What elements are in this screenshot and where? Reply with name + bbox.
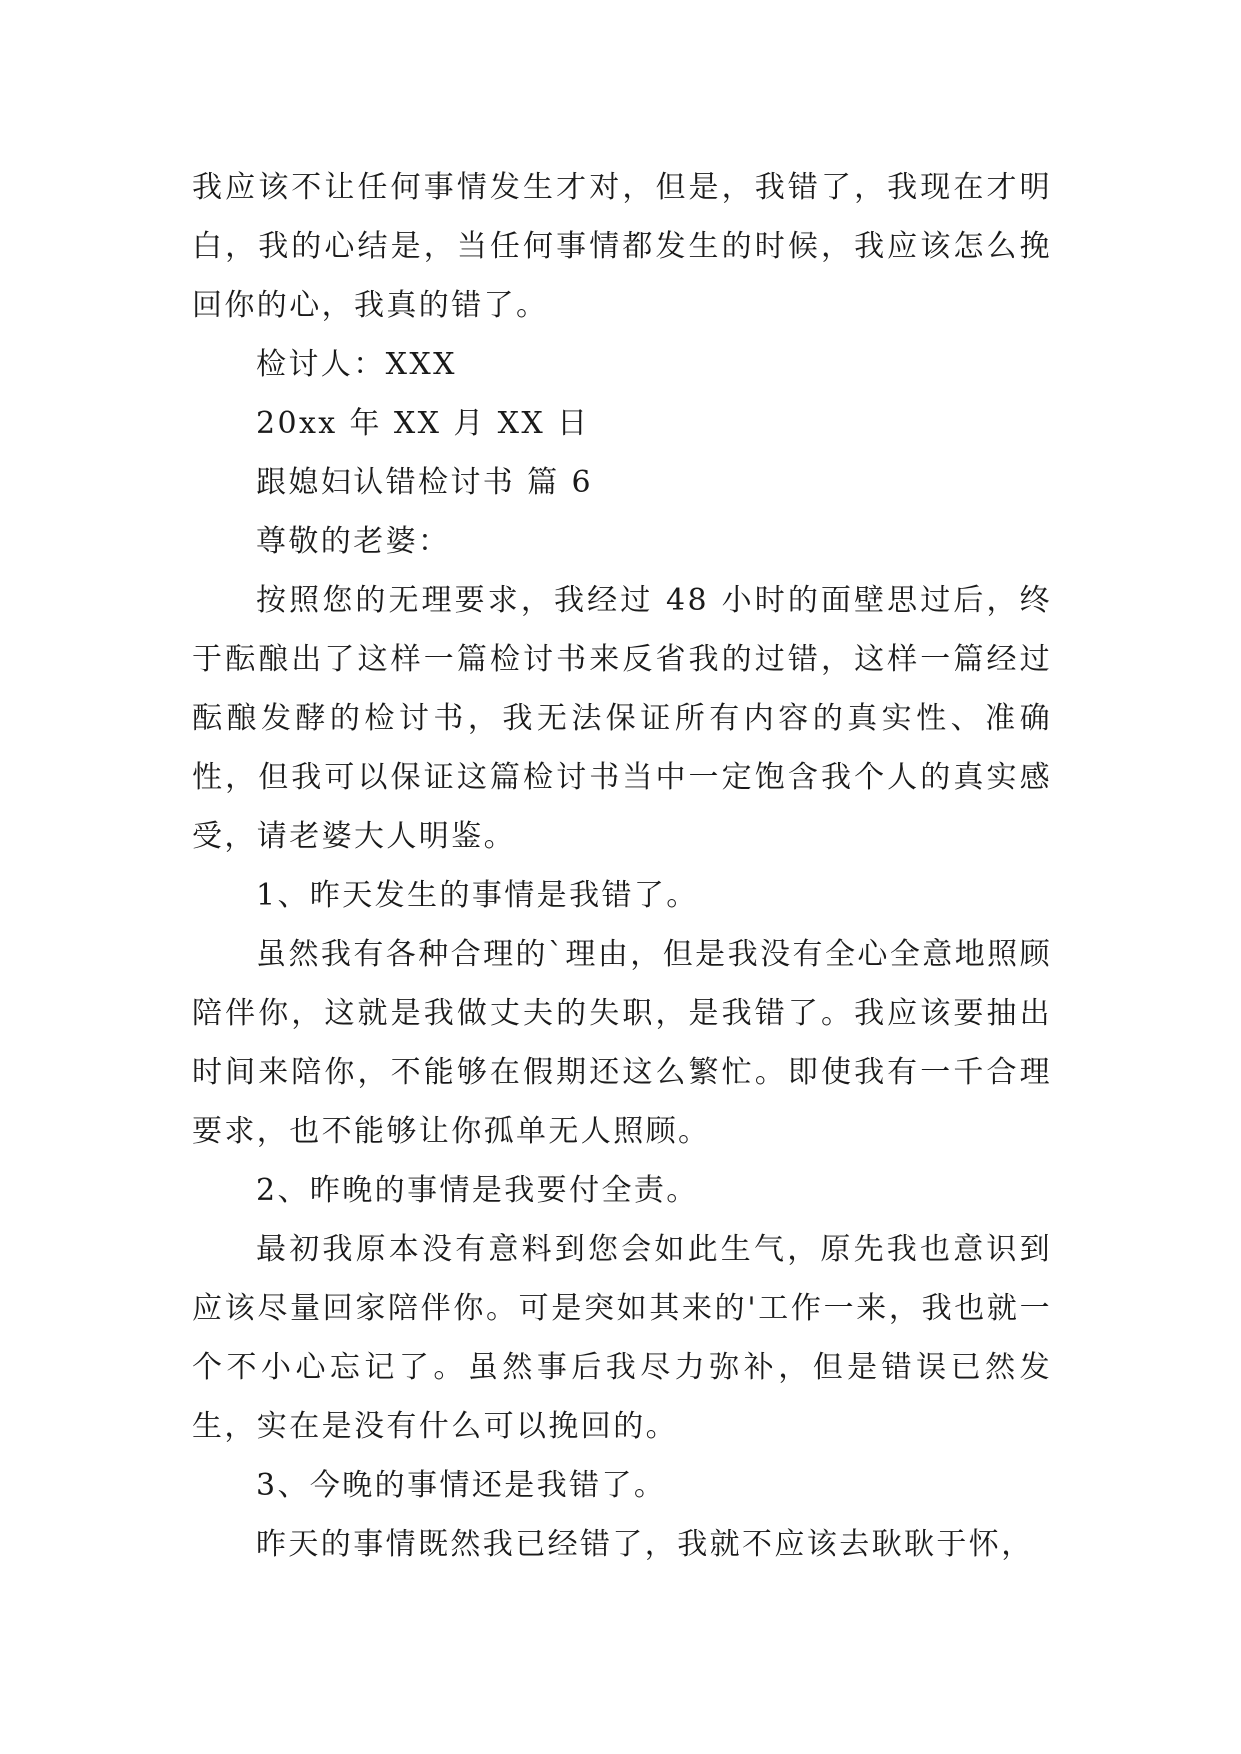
date-line: 20xx 年 XX 月 XX 日	[256, 406, 590, 441]
paragraph-7: 虽然我有各种合理的`理由，但是我没有全心全意地照顾陪伴你，这就是我做丈夫的失职，是我错了。我应该要抽出时间来陪你，不能够在假期还这么繁忙。即使我有一千合理要求，也不能够让你孤单无人照顾。	[192, 937, 1052, 1149]
paragraph-0: 我应该不让任何事情发生才对，但是，我错了，我现在才明白，我的心结是，当任何事情都发生的时候，我应该怎么挽回你的心，我真的错了。	[192, 170, 1052, 323]
paragraph-9: 最初我原本没有意料到您会如此生气，原先我也意识到应该尽量回家陪伴你。可是突如其来的'工作一来，我也就一个不小心忘记了。虽然事后我尽力弥补，但是错误已然发生，实在是没有什么可以挽回的。	[192, 1232, 1052, 1444]
signature-line: 检讨人：XXX	[256, 347, 457, 382]
salutation: 尊敬的老婆：	[256, 524, 451, 559]
point-heading-2: 2、昨晚的事情是我要付全责。	[256, 1173, 699, 1208]
section-title: 跟媳妇认错检讨书 篇 6	[256, 465, 593, 500]
point-heading-1: 1、昨天发生的事情是我错了。	[256, 878, 699, 913]
paragraph-5: 按照您的无理要求，我经过 48 小时的面壁思过后，终于酝酿出了这样一篇检讨书来反省我的过错，这样一篇经过酝酿发酵的检讨书，我无法保证所有内容的真实性、准确性，但我可以保证这篇检讨书当中一定饱含我个人的真实感受，请老婆大人明鉴。	[192, 583, 1052, 854]
document-body	[192, 158, 1052, 1574]
point-heading-3: 3、今晚的事情还是我错了。	[256, 1468, 667, 1503]
paragraph-11: 昨天的事情既然我已经错了，我就不应该去耿耿于怀，	[256, 1527, 1034, 1562]
